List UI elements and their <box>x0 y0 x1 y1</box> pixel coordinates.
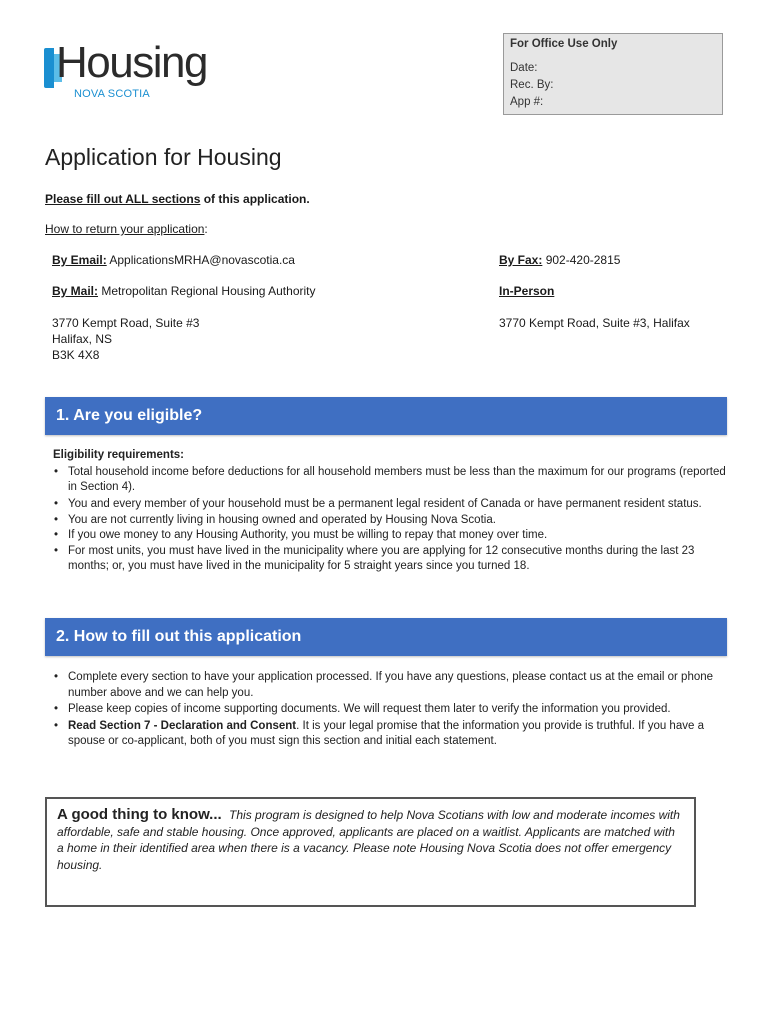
mail-address-line3: B3K 4X8 <box>52 348 100 362</box>
instruction-item-emphasis: Read Section 7 - Declaration and Consent <box>68 719 297 732</box>
housing-nova-scotia-logo <box>44 38 207 104</box>
section-1-header: 1. Are you eligible? <box>45 397 727 435</box>
office-date-label: Date: <box>510 62 538 74</box>
intro-emphasis: Please fill out ALL sections <box>45 192 201 206</box>
contact-fax <box>499 252 620 268</box>
good-to-know-text: This program is designed to help Nova Scotians with low and moderate incomes with affordable, safe and stable housing. Once approved, applicants are placed on a waitlist. Applicants are matched with a home in their identified area when there is a vacancy. Please note Housing Nova Scotia does not offer emergency housing. <box>57 808 680 872</box>
eligibility-item-text: For most units, you must have lived in the municipality where you are applying for 12 consecutive months during the last 23 months; or, you must have lived in the municipality for 5 straight years since you turned 18. <box>68 544 695 572</box>
intro-instruction <box>45 192 310 206</box>
list-item: • Please keep copies of income supporting documents. We will request them later to verify the information you provided. <box>54 703 671 715</box>
eligibility-item-text: If you owe money to any Housing Authority, you must be willing to repay that money over time. <box>68 529 548 541</box>
eligibility-item-text: Total household income before deductions for all household members must be less than the maximum for our programs (reported in Section 4). <box>68 465 726 493</box>
mail-value: Metropolitan Regional Housing Authority <box>101 284 316 298</box>
inperson-address-line: 3770 Kempt Road, Suite #3, Halifax <box>499 316 690 330</box>
instruction-item-text: Complete every section to have your application processed. If you have any questions, please contact us at the email or phone number above and we can help you. <box>68 671 714 699</box>
email-label: By Email: <box>52 253 107 267</box>
page-title: Application for Housing <box>45 144 282 170</box>
office-rec-label: Rec. By: <box>510 79 554 91</box>
office-use-title: For Office Use Only <box>510 38 618 50</box>
good-to-know-content <box>57 807 684 873</box>
eligibility-title: Eligibility requirements: <box>53 449 184 461</box>
mail-address-line2: Halifax, NS <box>52 332 113 346</box>
return-instructions-heading <box>45 222 208 236</box>
eligibility-item-text: You are not currently living in housing owned and operated by Housing Nova Scotia. <box>68 513 496 526</box>
mail-label: By Mail: <box>52 284 99 298</box>
fax-label: By Fax: <box>499 253 543 267</box>
logo-door-icon <box>44 48 54 88</box>
howto-text: How to return your application <box>45 222 205 236</box>
contact-email <box>52 252 295 268</box>
inperson-label: In-Person <box>499 284 555 298</box>
mail-address <box>52 315 199 363</box>
inperson-address <box>499 315 690 331</box>
howto-colon: : <box>204 222 208 236</box>
office-app-label: App #: <box>510 96 544 108</box>
eligibility-item-text: You and every member of your household must be a permanent legal resident of Canada or have permanent resident status. <box>68 497 702 510</box>
list-item: • You are not currently living in housing owned and operated by Housing Nova Scotia. <box>54 513 496 526</box>
list-item: • If you owe money to any Housing Authority, you must be willing to repay that money over time. <box>54 529 548 541</box>
list-item: • For most units, you must have lived in the municipality where you are applying for 12 consecutive months during the last 23 months; or, you must have lived in the municipality for 5 straight years since you turned 18. <box>54 544 695 572</box>
instruction-item-text: . It is your legal promise that the information you provide is truthful. If you have a spouse or co-applicant, both of you must sign this section and initial each statement. <box>68 719 704 747</box>
good-to-know-heading: A good thing to know... <box>57 806 222 823</box>
section-1-body <box>53 448 728 575</box>
intro-rest: of this application. <box>200 192 310 206</box>
instruction-item-text: Please keep copies of income supporting documents. We will request them later to verify the information you provided. <box>68 703 671 715</box>
email-value[interactable]: ApplicationsMRHA@novascotia.ca <box>109 253 295 267</box>
section-2-header: 2. How to fill out this application <box>45 618 727 656</box>
section-2-body <box>53 670 728 750</box>
contact-mail <box>52 283 315 299</box>
list-item: • You and every member of your household must be a permanent legal resident of Canada or have permanent resident status. <box>54 497 702 510</box>
list-item: • Read Section 7 - Declaration and Consent. It is your legal promise that the information you provide is truthful. If you have a spouse or co-applicant, both of you must sign this section and initial each statement. <box>54 719 704 747</box>
list-item: • Total household income before deductions for all household members must be less than the maximum for our programs (reported in Section 4). <box>54 465 726 493</box>
mail-address-line1: 3770 Kempt Road, Suite #3 <box>52 316 200 330</box>
instructions-list <box>53 670 728 750</box>
list-item: • Complete every section to have your application processed. If you have any questions, please contact us at the email or phone number above and we can help you. <box>54 671 714 699</box>
logo-wordmark: Housing <box>56 38 207 87</box>
good-to-know-box <box>45 797 696 907</box>
eligibility-list <box>53 465 728 575</box>
logo-subtitle: NOVA SCOTIA <box>74 88 150 100</box>
contact-inperson <box>499 283 554 299</box>
fax-value: 902-420-2815 <box>545 253 621 267</box>
office-use-box <box>503 33 723 115</box>
